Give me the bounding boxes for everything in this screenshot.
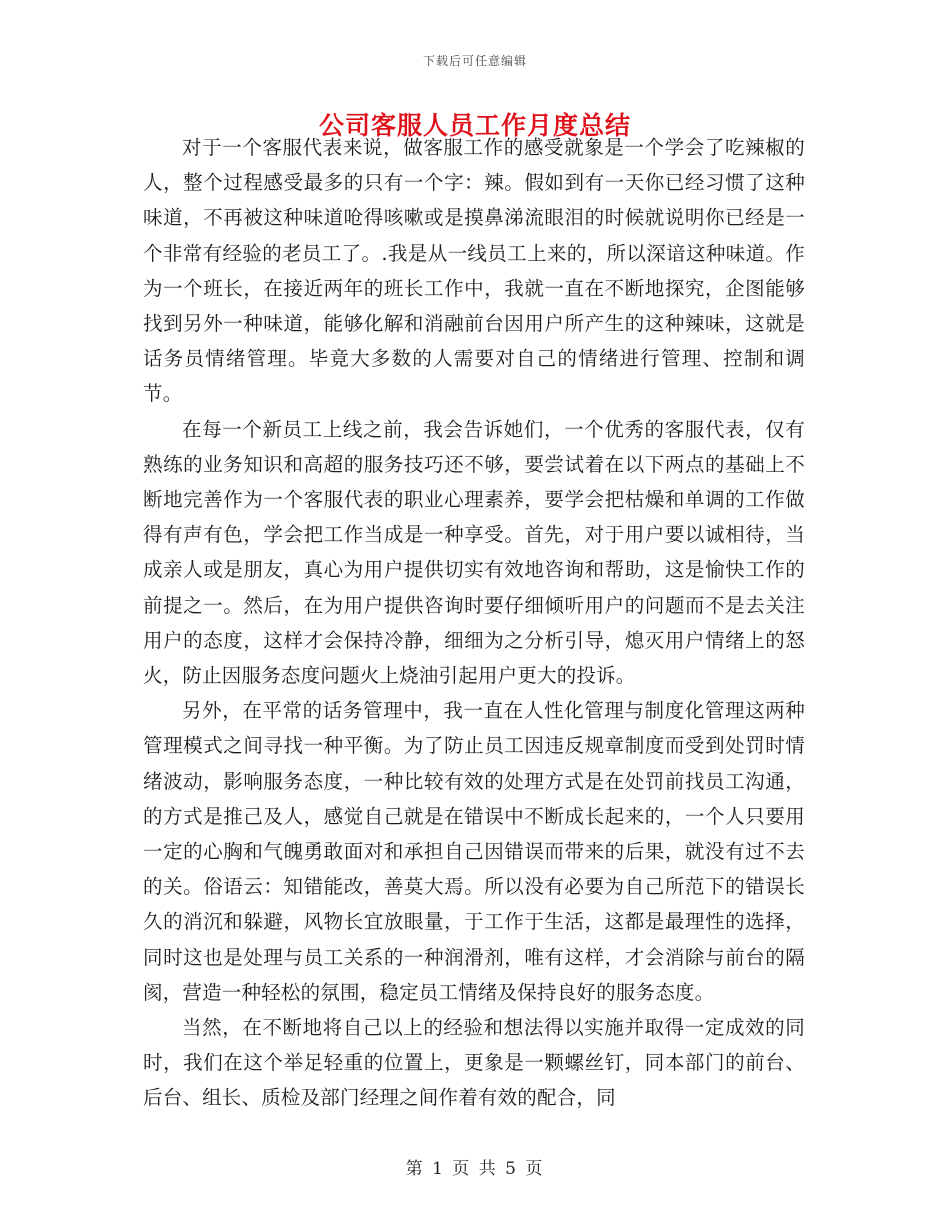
page-number-footer: 第 1 页 共 5 页 (405, 1159, 545, 1179)
paragraph-3: 另外，在平常的话务管理中，我一直在人性化管理与制度化管理这两种管理模式之间寻找一种平衡。为了防止员工因违反规章制度而受到处罚时情绪波动，影响服务态度，一种比较有效的处理方式是在处罚前找员工沟通，的方式是推己及人，感觉自己就是在错误中不断成长起来的，一个人只要用一定的心胸和气魄勇敢面对和承担自己因错误而带来的后果，就没有过不去的关。俗语云：知错能改，善莫大焉。所以没有必要为自己所范下的错误长久的消沉和躲避，风物长宜放眼量，于工作于生活，这都是最理性的选择，同时这也是处理与员工关系的一种润滑剂，唯有这样，才会消除与前台的隔阂，营造一种轻松的氛围，稳定员工情绪及保持良好的服务态度。 (143, 699, 805, 1004)
paragraph-2: 在每一个新员工上线之前，我会告诉她们，一个优秀的客服代表，仅有熟练的业务知识和高超的服务技巧还不够，要尝试着在以下两点的基础上不断地完善作为一个客服代表的职业心理素养，要学会把枯燥和单调的工作做得有声有色，学会把工作当成是一种享受。首先，对于用户要以诚相待，当成亲人或是朋友，真心为用户提供切实有效地咨询和帮助，这是愉快工作的前提之一。然后，在为用户提供咨询时要仔细倾听用户的问题而不是去关注用户的态度，这样才会保持冷静，细细为之分析引导，熄灭用户情绪上的怒火，防止因服务态度问题火上烧油引起用户更大的投诉。 (143, 417, 805, 688)
paragraph-4: 当然，在不断地将自己以上的经验和想法得以实施并取得一定成效的同时，我们在这个举足轻重的位置上，更象是一颗螺丝钉，同本部门的前台、后台、组长、质检及部门经理之间作着有效的配合，同 (143, 1016, 805, 1110)
document-body (143, 130, 805, 1116)
paragraph-1: 对于一个客服代表来说，做客服工作的感受就象是一个学会了吃辣椒的人，整个过程感受最多的只有一个字：辣。假如到有一天你已经习惯了这种味道，不再被这种味道呛得咳嗽或是摸鼻涕流眼泪的时候就说明你已经是一个非常有经验的老员工了。.我是从一线员工上来的，所以深谙这种味道。作为一个班长，在接近两年的班长工作中，我就一直在不断地探究，企图能够找到另外一种味道，能够化解和消融前台因用户所产生的这种辣味，这就是话务员情绪管理。毕竟大多数的人需要对自己的情绪进行管理、控制和调节。 (143, 136, 805, 406)
document-title: 公司客服人员工作月度总结 (318, 111, 631, 140)
page-header-note: 下载后可任意编辑 (422, 54, 527, 68)
